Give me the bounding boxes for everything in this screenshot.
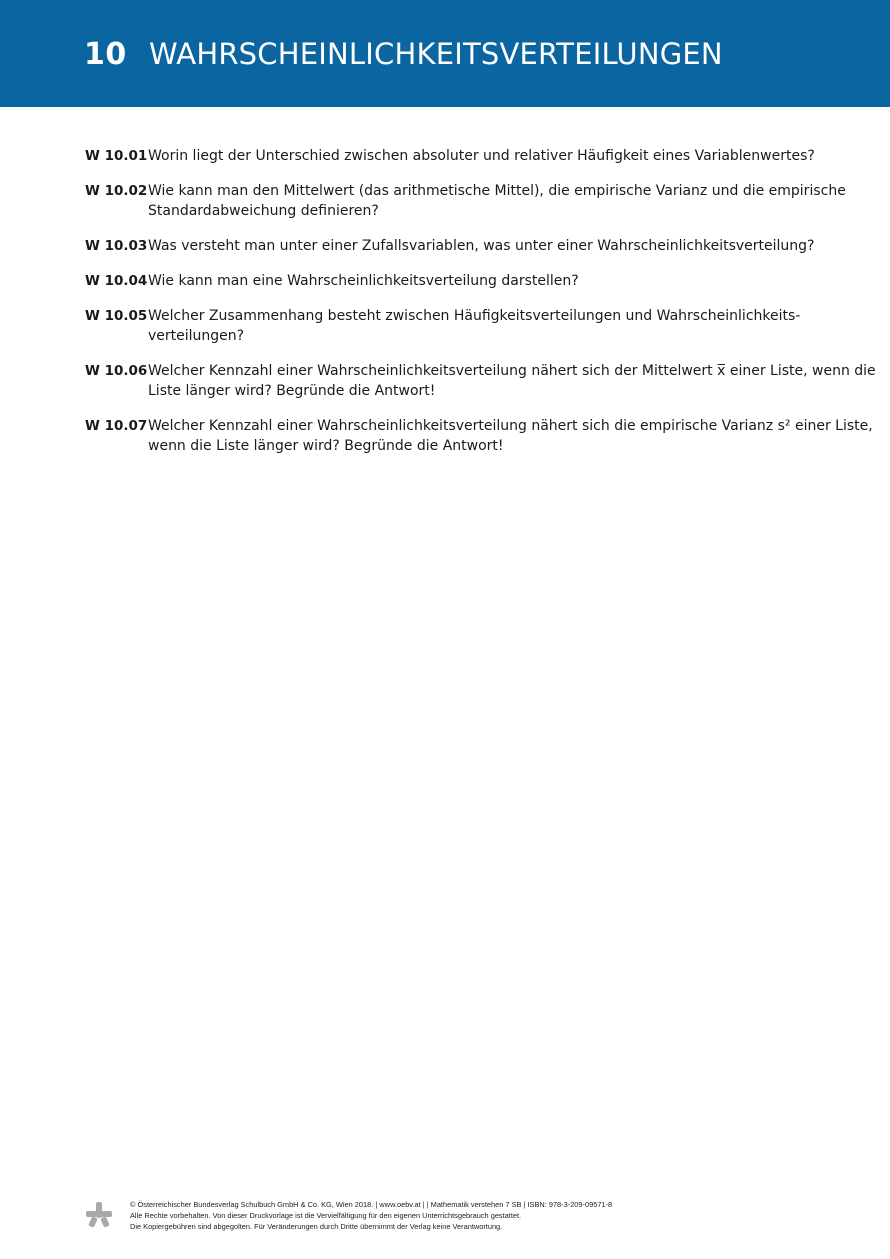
question-text: [148, 271, 815, 291]
question-item: [85, 236, 815, 256]
page-footer: [84, 1199, 784, 1235]
question-item: [85, 361, 876, 401]
question-text-line: Welcher Kennzahl einer Wahrscheinlichkeitsverteilung nähert sich der Mittelwert x̅ einer Liste, wenn die: [148, 363, 876, 379]
question-number: W 10.02: [85, 183, 148, 199]
question-number: W 10.01: [85, 148, 148, 164]
question-text-line: Wie kann man den Mittelwert (das arithmetische Mittel), die empirische Varianz und die empirische: [148, 183, 846, 199]
question-text: [148, 416, 873, 456]
oebv-asterisk-logo-icon: [84, 1200, 114, 1230]
question-number: W 10.03: [85, 238, 148, 254]
question-number: W 10.04: [85, 273, 148, 289]
question-item: [85, 416, 873, 456]
question-text-line: Was versteht man unter einer Zufallsvariablen, was unter einer Wahrscheinlichkeitsverteilung?: [148, 238, 815, 254]
question-text-line: Liste länger wird? Begründe die Antwort!: [148, 383, 436, 399]
footer-rights-line: Alle Rechte vorbehalten. Von dieser Druckvorlage ist die Vervielfältigung für den eigenen Unterrichtsgebrauch gestattet.: [130, 1211, 522, 1220]
question-text-line: Worin liegt der Unterschied zwischen absoluter und relativer Häufigkeit eines Variablenwertes?: [148, 148, 815, 164]
footer-text: [130, 1199, 612, 1232]
question-item: [85, 271, 815, 291]
question-text-line: Wie kann man eine Wahrscheinlichkeitsverteilung darstellen?: [148, 273, 579, 289]
question-text: [148, 181, 846, 221]
question-text-line: Welcher Zusammenhang besteht zwischen Häufigkeitsverteilungen und Wahrscheinlichkeits-: [148, 308, 801, 324]
footer-copyright-line: © Österreichischer Bundesverlag Schulbuch GmbH & Co. KG, Wien 2018. | www.oebv.at | | Mathematik verstehen 7 SB | ISBN: 978-3-209-09571-8: [130, 1200, 613, 1209]
question-item: [85, 146, 815, 166]
chapter-number: 10: [84, 37, 127, 72]
footer-disclaimer-line: Die Kopiergebühren sind abgegolten. Für Veränderungen durch Dritte übernimmt der Verlag keine Verantwortung.: [130, 1222, 503, 1231]
question-text-line: Standardabweichung definieren?: [148, 203, 379, 219]
question-item: [85, 306, 815, 346]
question-text-line: Welcher Kennzahl einer Wahrscheinlichkeitsverteilung nähert sich die empirische Varianz s² einer Liste,: [148, 418, 873, 434]
question-text: [148, 146, 815, 166]
question-number: W 10.06: [85, 363, 148, 379]
question-number: W 10.05: [85, 308, 148, 324]
chapter-title: WAHRSCHEINLICHKEITSVERTEILUNGEN: [149, 37, 723, 71]
question-text: [148, 361, 876, 401]
question-list: [85, 146, 876, 471]
question-text: [148, 236, 815, 256]
question-text: [148, 306, 815, 346]
question-text-line: wenn die Liste länger wird? Begründe die Antwort!: [148, 438, 504, 454]
chapter-header: [0, 0, 890, 107]
question-item: [85, 181, 846, 221]
question-number: W 10.07: [85, 418, 148, 434]
question-text-line: verteilungen?: [148, 328, 245, 344]
